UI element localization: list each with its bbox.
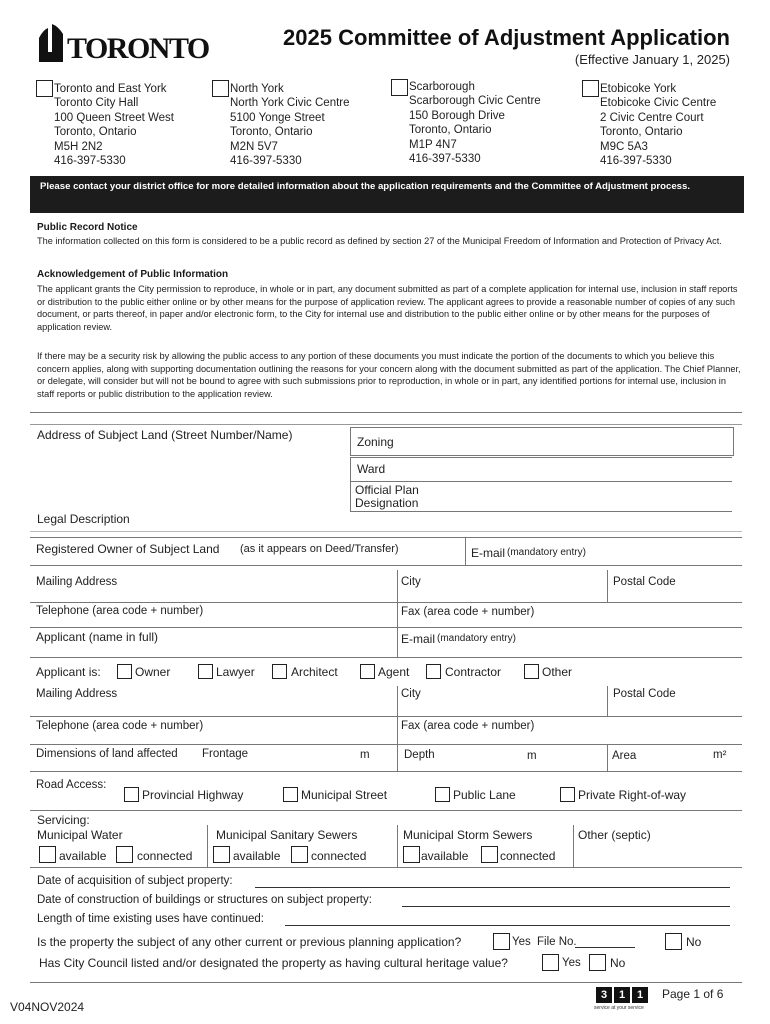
office-building: North York Civic Centre [230,97,350,110]
badge-digit: 3 [596,987,612,1003]
owner-email-label: E-mail [471,546,506,560]
badge-digit: 1 [614,987,630,1003]
office-postal: M2N 5V7 [230,140,278,153]
office-phone: 416-397-5330 [230,155,302,168]
construction-label: Date of construction of buildings or structures on subject property: [37,894,372,906]
owner-checkbox[interactable] [117,664,132,679]
row-line [30,716,742,717]
legal-label: Legal Description [37,512,130,526]
acquisition-label: Date of acquisition of subject property: [37,875,233,887]
sanitary-connected-option: connected [311,849,367,863]
planning-no-checkbox[interactable] [665,933,682,950]
provincial-highway-checkbox[interactable] [124,787,139,802]
owner-postal-label: Postal Code [613,576,676,588]
office-street: 2 Civic Centre Court [600,111,704,124]
office-checkbox-toronto-east-york[interactable] [36,80,53,97]
water-available-checkbox[interactable] [39,846,56,863]
storm-available-checkbox[interactable] [403,846,420,863]
water-available-option: available [59,849,107,863]
road-access-label: Road Access: [36,779,107,791]
public-record-title: Public Record Notice [37,222,138,233]
owner-city-label: City [401,576,421,588]
col-line [573,825,574,867]
office-name: Toronto and East York [54,83,167,95]
row-line [30,867,742,868]
lawyer-checkbox[interactable] [198,664,213,679]
lawyer-option: Lawyer [216,665,255,679]
official-plan-field[interactable] [350,481,732,511]
heritage-yes-option: Yes [562,957,581,969]
col-line [207,825,208,867]
owner-email-field[interactable] [466,538,742,565]
applicant-email-note: (mandatory entry) [437,633,516,644]
badge-tagline: service at your service [594,1005,644,1011]
contact-banner [30,176,744,213]
agent-checkbox[interactable] [360,664,375,679]
office-street: 100 Queen Street West [54,111,174,124]
office-checkbox-north-york[interactable] [212,80,229,97]
public-lane-checkbox[interactable] [435,787,450,802]
file-no-field[interactable] [575,947,635,948]
owner-option: Owner [135,665,171,679]
form-bottom-line [30,982,742,983]
logo-wordmark: TORONTO [67,32,209,65]
area-unit: m² [713,749,727,761]
office-phone: 416-397-5330 [600,155,672,168]
dimensions-label: Dimensions of land affected [36,748,178,760]
security-text: If there may be a security risk by allowing the public access to any portion of these documents you must indicate the portion of the documents to which you believe this concern applies, along with supporting documentation outlining the reasons for your concern along with the document submitted as part of the application. The Chief Planner, or delegate, will consider but will not be bound to agree with such submissions prior to reproduction, in whole or in part, any identified portions for internal use, inclusion in staff reports or public distribution to the application review. [37,351,741,399]
contractor-option: Contractor [445,665,502,679]
storm-connected-option: connected [500,849,556,863]
applicant-email-label: E-mail [401,632,436,646]
architect-option: Architect [291,665,338,679]
applicant-mailing-label: Mailing Address [36,688,118,700]
row-line [30,657,742,658]
contractor-checkbox[interactable] [426,664,441,679]
water-connected-checkbox[interactable] [116,846,133,863]
toronto-logo [37,22,209,65]
storm-label: Municipal Storm Sewers [403,828,533,842]
file-no-label: File No. [537,936,577,948]
office-postal: M9C 5A3 [600,140,648,153]
provincial-highway-option: Provincial Highway [142,788,244,802]
col-line [607,570,608,602]
page-number: Page 1 of 6 [662,987,724,1001]
applicant-label: Applicant (name in full) [36,630,159,644]
sanitary-label: Municipal Sanitary Sewers [216,828,358,842]
length-label: Length of time existing uses have continued: [37,913,264,925]
municipal-street-option: Municipal Street [301,788,388,802]
row-line [30,771,742,772]
row-line [30,744,742,745]
owner-label: Registered Owner of Subject Land [36,542,220,556]
office-city: Toronto, Ontario [600,126,683,139]
other-checkbox[interactable] [524,664,539,679]
ack-title: Acknowledgement of Public Information [37,269,229,280]
public-lane-option: Public Lane [453,788,516,802]
septic-label: Other (septic) [578,828,651,842]
311-badge [594,987,652,1015]
applicant-email-field[interactable] [398,628,742,657]
divider [30,412,742,413]
col-line [397,825,398,867]
architect-checkbox[interactable] [272,664,287,679]
sanitary-connected-checkbox[interactable] [291,846,308,863]
office-building: Toronto City Hall [54,97,139,110]
applicant-city-label: City [401,688,421,700]
office-street: 150 Borough Drive [409,109,505,122]
ward-label: Ward [357,462,386,476]
depth-label: Depth [404,749,435,761]
office-phone: 416-397-5330 [409,153,481,166]
official-plan-label: Official Plan Designation [355,483,419,510]
servicing-label: Servicing: [37,813,90,827]
office-checkbox-etobicoke-york[interactable] [582,80,599,97]
ack-text: The applicant grants the City permission to reproduce, in whole or in part, any document submitted as part of a complete application for internal use, inclusion in staff reports or distribution to the public either online or by other means for the purpose of application review. The applicant agrees to provide a reasonable number of copies of any such document, or parts thereof, in paper and/or electronic form, to the City for internal use and distribution to the public either online or by other means for the purposes of application review. [37,284,738,332]
heritage-no-option: No [610,956,626,970]
office-postal: M5H 2N2 [54,140,103,153]
applicant-is-label: Applicant is: [36,665,101,679]
ward-field[interactable] [350,457,732,481]
storm-connected-checkbox[interactable] [481,846,498,863]
frontage-label: Frontage [202,748,249,760]
planning-yes-checkbox[interactable] [493,933,510,950]
water-connected-option: connected [137,849,193,863]
office-city: Toronto, Ontario [230,126,313,139]
owner-fax-label: Fax (area code + number) [401,606,535,618]
private-right-of-way-checkbox[interactable] [560,787,575,802]
construction-field[interactable] [402,906,730,907]
zoning-field[interactable] [350,427,734,456]
row-line [350,511,732,512]
col-line [397,744,398,771]
row-line [30,424,742,425]
address-label: Address of Subject Land (Street Number/Name) [37,428,293,442]
col-line [607,744,608,771]
water-label: Municipal Water [37,828,123,842]
heritage-yes-checkbox[interactable] [542,954,559,971]
city-hall-icon [37,24,65,64]
public-record-text: The information collected on this form is considered to be a public record as defined by section 27 of the Municipal Freedom of Information and Protection of Privacy Act. [37,236,722,246]
office-name: North York [230,83,284,95]
office-name: Scarborough [409,81,475,93]
acquisition-field[interactable] [255,887,730,888]
col-line [607,686,608,716]
row-line [30,810,742,811]
applicant-phone-label: Telephone (area code + number) [36,720,204,732]
office-building: Scarborough Civic Centre [409,95,541,108]
storm-available-option: available [421,849,469,863]
other-option: Other [542,665,573,679]
planning-question: Is the property the subject of any other current or previous planning application? [37,935,462,949]
office-street: 5100 Yonge Street [230,111,325,124]
badge-digit: 1 [632,987,648,1003]
owner-phone-label: Telephone (area code + number) [36,605,204,617]
sanitary-available-option: available [233,849,281,863]
row-line [30,531,742,532]
office-checkbox-scarborough[interactable] [391,79,408,96]
heritage-no-checkbox[interactable] [589,954,606,971]
page-title: 2025 Committee of Adjustment Application [283,25,730,50]
applicant-fax-label: Fax (area code + number) [401,720,535,732]
frontage-unit: m [360,749,370,761]
row-line [30,602,742,603]
col-line [397,570,398,630]
area-label: Area [612,750,637,762]
row-line [30,565,742,566]
office-name: Etobicoke York [600,83,677,95]
applicant-postal-label: Postal Code [613,688,676,700]
banner-text: Please contact your district office for more detailed information about the application requirements and the Committee of Adjustment process. [40,181,690,192]
office-phone: 416-397-5330 [54,155,126,168]
office-postal: M1P 4N7 [409,138,457,151]
office-building: Etobicoke Civic Centre [600,97,717,110]
length-field[interactable] [285,925,730,926]
depth-unit: m [527,750,537,762]
version-code: V04NOV2024 [10,1000,85,1014]
agent-option: Agent [378,665,410,679]
heritage-question: Has City Council listed and/or designated the property as having cultural heritage value? [39,956,508,970]
zoning-label: Zoning [357,435,394,449]
municipal-street-checkbox[interactable] [283,787,298,802]
owner-mailing-label: Mailing Address [36,576,118,588]
planning-no-option: No [686,935,702,949]
office-city: Toronto, Ontario [54,126,137,139]
private-right-of-way-option: Private Right-of-way [578,788,687,802]
sanitary-available-checkbox[interactable] [213,846,230,863]
owner-note: (as it appears on Deed/Transfer) [240,543,399,555]
col-line [350,457,351,511]
effective-date: (Effective January 1, 2025) [574,52,730,67]
owner-email-note: (mandatory entry) [507,547,586,558]
office-city: Toronto, Ontario [409,124,492,137]
planning-yes-option: Yes [512,936,531,948]
